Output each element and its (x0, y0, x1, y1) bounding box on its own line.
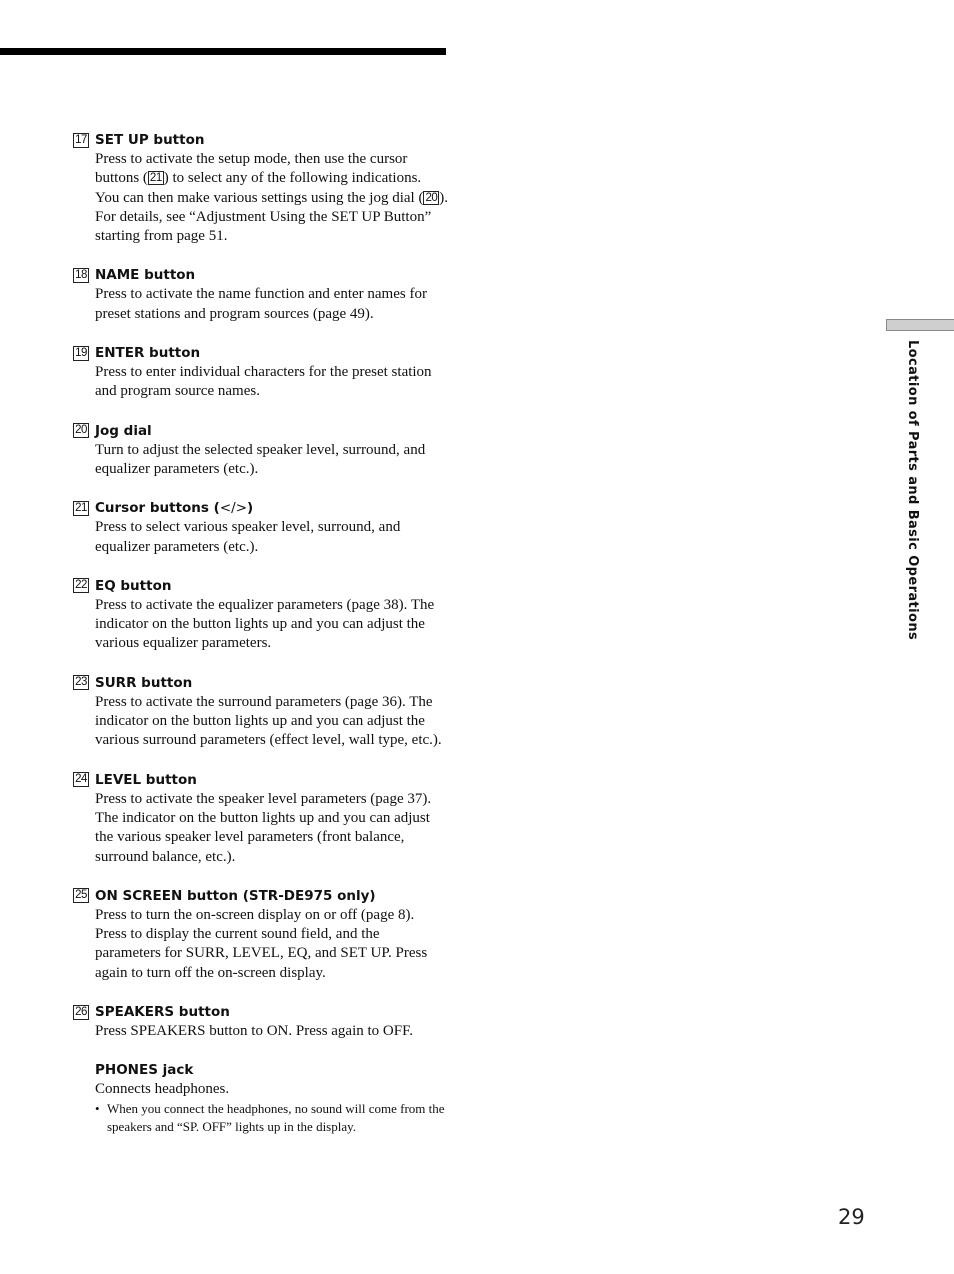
item-number: 24 (73, 772, 89, 787)
item-title: PHONES jack (95, 1062, 194, 1079)
item-title: SPEAKERS button (95, 1004, 230, 1021)
bullet-icon: • (95, 1100, 100, 1116)
item-body: Press to activate the surround parameters (page 36). The indicator on the button lights up and you can adjust the various surround parameters (effect level, wall type, etc.). (95, 693, 442, 749)
item-body: Press SPEAKERS button to ON. Press again to OFF. (95, 1023, 413, 1040)
item-number: 25 (73, 888, 89, 903)
inline-ref-number: 21 (149, 172, 162, 185)
item-body: Press to enter individual characters for the preset station and program source names. (95, 364, 432, 400)
item-title: SET UP button (95, 132, 205, 148)
item-title: ENTER button (95, 345, 201, 362)
item-number: 17 (73, 133, 89, 148)
item-heading (73, 770, 448, 790)
item-number: 19 (73, 346, 89, 361)
item-body: Turn to adjust the selected speaker level, surround, and equalizer parameters (etc.). (95, 441, 426, 477)
item-heading (73, 498, 448, 518)
item-number: 26 (73, 1005, 89, 1020)
item-heading (73, 130, 448, 150)
item-heading (73, 886, 448, 906)
item-cursor-buttons (73, 498, 448, 557)
item-heading (73, 1060, 448, 1080)
item-number: 21 (73, 501, 89, 516)
item-body: Press to select various speaker level, surround, and equalizer parameters (etc.). (95, 519, 401, 555)
item-number: 23 (73, 675, 89, 690)
item-set-up (73, 130, 448, 246)
item-number: 20 (73, 423, 89, 438)
item-phones (73, 1060, 448, 1135)
item-title: NAME button (95, 267, 196, 284)
item-title: ON SCREEN button (STR-DE975 only) (95, 887, 376, 904)
inline-ref-number: 20 (425, 191, 438, 204)
item-heading (73, 343, 448, 363)
note-text: When you connect the headphones, no sound will come from the speakers and “SP. OFF” lights up in the display. (107, 1100, 445, 1134)
item-body: Press to activate the name function and enter names for preset stations and program sources (page 49). (95, 286, 427, 322)
side-tab-label: Location of Parts and Basic Operations (905, 340, 920, 641)
item-on-screen (73, 886, 448, 983)
item-heading (73, 1002, 448, 1022)
item-title: EQ button (95, 577, 172, 594)
item-number: 22 (73, 578, 89, 593)
top-rule (0, 48, 446, 55)
page-number: 29 (838, 1205, 865, 1229)
item-heading (73, 673, 448, 693)
item-jog-dial (73, 421, 448, 480)
cursor-arrows-icon: </> (219, 500, 247, 517)
side-tab-marker (886, 319, 954, 331)
item-title: Jog dial (95, 422, 152, 439)
item-name (73, 265, 448, 324)
item-body: Press to turn the on-screen display on or off (page 8). Press to display the current sound field, and the parameters for SURR, LEVEL, EQ, and SET UP. Press again to turn off the on-screen display. (95, 906, 428, 981)
bullet-note (95, 1100, 448, 1136)
item-heading (73, 576, 448, 596)
item-body: Press to activate the equalizer parameters (page 38). The indicator on the button lights up and you can adjust the various equalizer parameters. (95, 596, 435, 652)
item-body: Connects headphones. (95, 1081, 230, 1098)
item-heading (73, 421, 448, 441)
item-eq (73, 576, 448, 654)
item-number: 18 (73, 268, 89, 283)
item-enter (73, 343, 448, 402)
item-body: Press to activate the setup mode, then use the cursor buttons ( 21 ) to select any of the following indications. You can then make various settings using the jog dial ( 20 ). For details, see “Adjustment Using the SET UP Button” starting from page 51. (95, 151, 448, 245)
item-speakers (73, 1002, 448, 1041)
item-level (73, 770, 448, 867)
item-surr (73, 673, 448, 751)
item-title: Cursor buttons (</>) (95, 500, 254, 517)
item-heading (73, 265, 448, 285)
item-body: Press to activate the speaker level parameters (page 37). The indicator on the button lights up and you can adjust the various speaker level parameters (front balance, surround balance, etc.). (95, 790, 432, 865)
content (73, 130, 448, 1155)
item-title: SURR button (95, 674, 193, 691)
item-title: LEVEL button (95, 771, 197, 788)
